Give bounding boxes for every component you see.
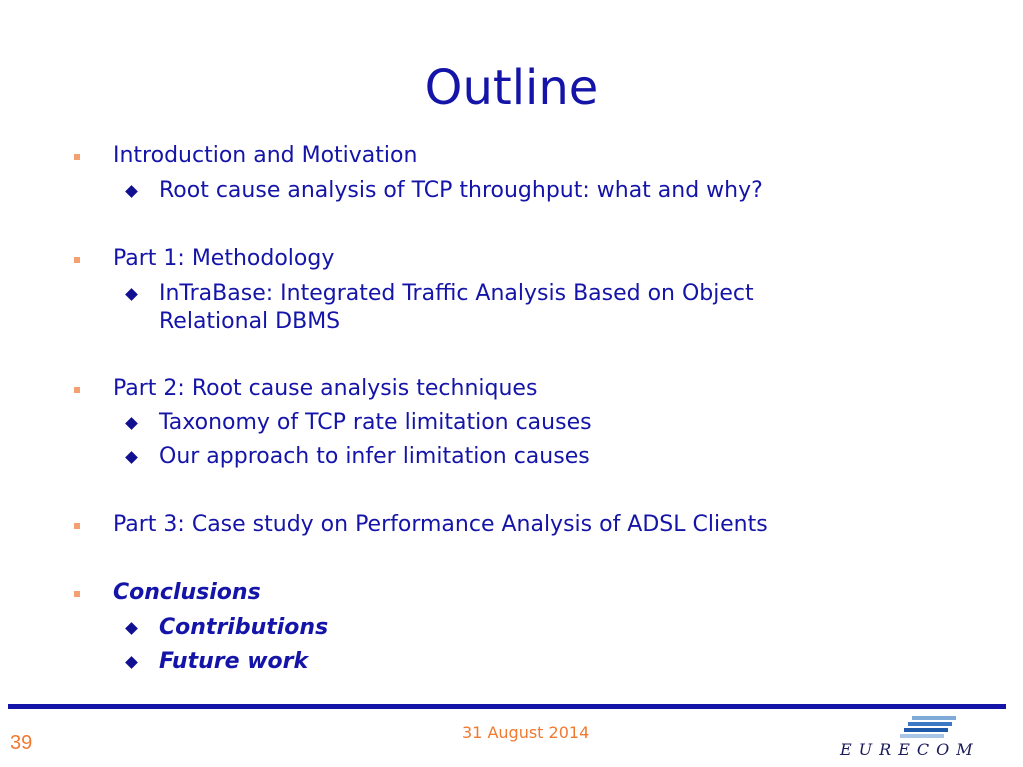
footer-date: 31 August 2014	[462, 723, 590, 742]
outline-subitem-label: Root cause analysis of TCP throughput: what and why?	[159, 178, 763, 203]
outline-subitem	[159, 443, 590, 471]
outline-item-part1	[113, 245, 334, 273]
outline-subitem	[159, 409, 592, 437]
square-bullet-icon	[74, 523, 80, 529]
outline-item-conclusions	[113, 579, 261, 607]
diamond-bullet-icon	[125, 417, 138, 430]
diamond-bullet-icon	[125, 656, 138, 669]
diamond-bullet-icon	[125, 288, 138, 301]
outline-item-label: Part 3: Case study on Performance Analysis of ADSL Clients	[113, 512, 768, 537]
outline-subitem-label: Relational DBMS	[159, 309, 341, 334]
outline-subitem-label: InTraBase: Integrated Traffic Analysis Based on Object	[159, 281, 754, 306]
outline-item-label: Introduction and Motivation	[113, 143, 418, 168]
outline-subitem-label: Contributions	[159, 615, 329, 640]
outline-item-part2	[113, 375, 537, 403]
square-bullet-icon	[74, 154, 80, 160]
outline-subitem	[159, 280, 754, 308]
logo-wordmark: EURECOM	[840, 740, 980, 759]
diamond-bullet-icon	[125, 622, 138, 635]
outline-subitem-label: Future work	[159, 649, 309, 674]
outline-item-introduction	[113, 142, 417, 170]
page-number: 39	[10, 732, 33, 754]
outline-subitem-label: Our approach to infer limitation causes	[159, 444, 590, 469]
eurecom-logo-icon	[840, 714, 1010, 740]
outline-subitem-continuation	[159, 308, 340, 336]
outline-subitem	[159, 177, 763, 205]
eurecom-logo	[840, 714, 1010, 764]
square-bullet-icon	[74, 387, 80, 393]
outline-subitem	[159, 614, 328, 642]
square-bullet-icon	[74, 257, 80, 263]
slide-title: Outline	[424, 60, 599, 116]
outline-item-part3	[113, 511, 768, 539]
outline-item-label: Part 2: Root cause analysis techniques	[113, 376, 538, 401]
diamond-bullet-icon	[125, 185, 138, 198]
diamond-bullet-icon	[125, 451, 138, 464]
square-bullet-icon	[74, 591, 80, 597]
outline-item-label: Conclusions	[113, 580, 261, 605]
footer-divider	[8, 704, 1006, 709]
outline-item-label: Part 1: Methodology	[113, 246, 335, 271]
outline-subitem	[159, 648, 308, 676]
outline-subitem-label: Taxonomy of TCP rate limitation causes	[159, 410, 592, 435]
